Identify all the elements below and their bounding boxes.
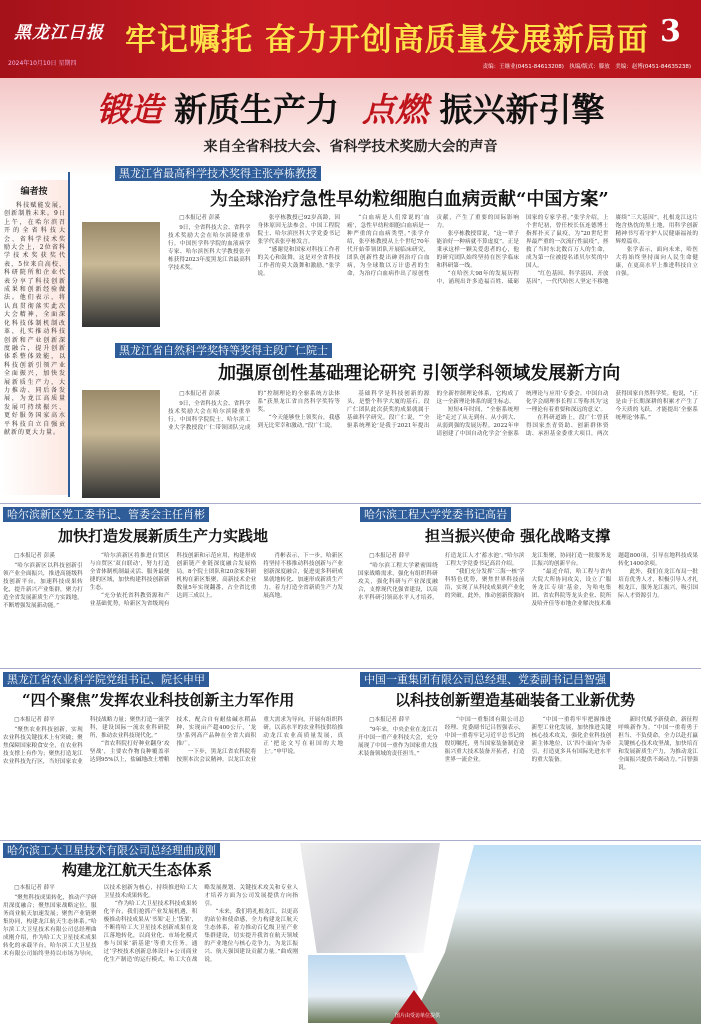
paragraph: 9日，全省科技大会、省科学技术奖励大会在哈尔滨隆重举行。中国医学科学院的血液病学专家、哈尔滨医科大学教授张亭栋获得2023年度黑龙江省最高科学技术奖。 (168, 225, 251, 271)
paragraph: 一下步，黑龙江省农科院将按照本次会议精神，以龙江农业重大需求为导向，开展有组织科研，以高水平的农业科技供给推动龙江农业高质量发展，真正‘把论文写在祖国的大地上’。”申甲说。 (176, 717, 343, 763)
paragraph: 张亭栋教授已92岁高龄，因身体原因无法参会。中国工程院院士、哈尔滨医科大学党委书记张学代表张亭栋发言。 (257, 215, 340, 245)
paragraph: “省农科院打好种业翻身‘攻坚战’，主要农作物良种覆盖率达到95%以上，盐碱地改土增粮技术，配合自有耐盐碱水稻品种，实现亩产超400公斤，‘龙垦’系列高产品种在全省大面积推广。 (89, 717, 257, 763)
paragraph: “哈尔滨新区将推进自贸区与自贸区‘双自联动’，努力打造全省体制机制最灵活、服务最便捷的区域，加快构建科技创新新生态。 (89, 553, 170, 591)
article-body (3, 884, 298, 1022)
article-label: 黑龙江省最高科学技术奖得主张亭栋教授 (115, 166, 321, 181)
article-body (358, 552, 698, 666)
paragraph: “中国一重将牢牢把握推进新型工业化发展，加快推进关键核心技术攻关，强化企业科技创新主体地位，以‘四个面向’为牵引，打造更多具有国际先进水平的重大装备。 (531, 717, 612, 763)
paragraph: “9年来，中央企业在龙江召开中国一重产业科技大会，充分展现了中国一重作为国家重大技术装备领域的责任担当。” (358, 727, 438, 757)
paragraph: 张亭栋教授常说，“这一辈子能治好一种病就不算虚度”。正是秉承这样一颗关爱患者的心，他的研究团队始终坚持在医学临床和科研第一线。 (436, 231, 519, 269)
paragraph: 张学表示，面向未来，哈医大将始终坚持面向人民生命健康，在更高水平上推进科技自立自强。 (615, 247, 698, 277)
article-headline: 以科技创新塑造基础装备工业新优势 (395, 691, 636, 709)
article-label: 哈尔滨工程大学党委书记高岩 (360, 507, 511, 522)
editor-note-body: 科技赋能发展，创新制胜未来。9日上午，在哈尔滨召开的全省科技大会、省科学技术奖励大会上，2位省科学技术奖获奖代表，5位来自高校、科研院所和企业代表分享了科技创新成果和创新经验做法。他们表示，将认真贯彻落实此次大会精神，全面深化科技体制机制改革，扎实推动科技创新和产业创新深度融合，提升创新体系整体效能，以科技创新引领产业全面振兴，加快发展新质生产力，大力推动、同后备发展，为龙江高质量发展可持续振兴、更好服务国家高水平科技自立自强贡献新的更大力量。 (4, 202, 66, 436)
portrait-photo (82, 222, 160, 327)
photo-caption: 图片由受访单位提供 (395, 1013, 441, 1019)
article-body (168, 214, 698, 330)
editors-line: 责编：王继业(0451-84613208) 执编/版式：滕放 美编：赵博(0451-84635238) (482, 64, 691, 70)
paragraph: 基础科学是科技创新的源头，是整个科学大厦的基石。段广仁团队此次获奖的成果就属于基础科学研究。段广仁说，“‘全驱系统理论’是我于2021年提出的全新控制理论体系，它构成了这一全新理论体系的诞生标志。 (347, 391, 519, 429)
article-headline: “四个聚焦”发挥农业科技创新主力军作用 (22, 691, 295, 709)
editor-note-title: 编者按 (20, 187, 48, 197)
article-headline: 加快打造发展新质生产力实践地 (58, 527, 269, 545)
issue-date: 2024年10月10日 星期四 (8, 60, 77, 67)
paragraph: “聚焦农业科技创新，实现农业科技关键技术上有突破；聚焦保障国家粮食安全，在农业科技支撑上有作为；聚焦打造龙江农业科技先行区，当好国家农业科技战略力量；聚焦打造一流学科，建设国际一流农业科研院所，推动农业科技现代化。” (3, 717, 170, 765)
divider (0, 668, 701, 669)
paragraph: 在科研道路上，段广仁曾获得国家杰青资助、创新群体资助、承担基金委重大项目，两次获得国家自然科学奖。他说，“正是由于长期深耕的积累才产生了今天质的飞跃，才能提出‘全驱系统理论’体系。” (526, 391, 698, 437)
paragraph: “红色基因、科学基因、开放基因”，一代代哈医人坚定不移地赓续“三大基因”，扎根龙江这片饱含热忱的黑土地，用科学创新精神书写着守护人民健康福祉的辉煌篇章。 (526, 215, 698, 285)
paragraph: “作为哈工大卫星技术科技成果转化平台，我们抢抓产业发展机遇，积极推动科技成果从‘书架’走上‘货架’，不断将哈工大卫星技术创新成果在龙江落地转化，以商业化、市场化模式参与国家‘新基建’等重大任务。通过‘学校技术创新总体设计+公司商业化生产制造’的运行模式，哈工大在战略发展规划、关键技术攻关和专业人才培养方面为公司发展提供方向指引。 (103, 885, 298, 963)
industrial-park-photo (410, 845, 701, 1024)
byline: □本报记者 彭溪 (179, 391, 220, 397)
byline: □本报记者 薛平 (14, 885, 55, 891)
paragraph: “未来，我们将扎根龙江，以更高的站位和使命感，全力构建龙江航天生态体系，着力推动百亿级卫星产业集群建设，切实提升我省在航天领域的产业地位与核心竞争力，为龙江振兴、航天强国建设贡献力量。”曲成刚说。 (204, 909, 298, 963)
portrait-photo (82, 390, 160, 498)
paragraph: “哈尔滨工程大学紧密围绕国家战略需求，强化有组织科研攻关，强化科研与产业深度融合，支撑现代化强省建设，以高水平科研引领高水平人才培养，打造龙江人才‘蓄水池’。”哈尔滨工程大学党委书记高岩介绍。 (358, 553, 525, 601)
paragraph: “我们充分发挥‘三海一核’学科特色优势，聚焦世界科技前沿，实现了从科技成果到产业化的突破。此外，推动创新资源向龙江集聚，协同打造一批服务龙江振兴的创新平台。 (444, 553, 612, 599)
paragraph: 肖彬表示，下一步，哈新区将坚持不移推动科技创新与产业创新深度融合，促进更多科研成果就地转化、加速形成新质生产力，着力打造全省新质生产力发展高地。 (263, 553, 343, 599)
paragraph: 短短4年时间，“全驱系统理论”走过了从无到有、从小到大、从弱到强的发展历程。2022年申请创建了中国自动化学会‘全驱系统理论与应用’专委会。中国自动化学会副理事长程工等称其为‘这一理论有着重要和深远的意义’。 (436, 391, 609, 437)
paragraph: “哈尔滨新区以科技创新引领产业全面振兴，推进高能级科技创新平台，加速科技成果转化，提升新兴产业集群，聚力打造全省发展新质生产力实践地，不断增强发展新动能。” (3, 563, 83, 609)
paragraph: 此外，我们在龙江布局一批培育优秀人才，积极引导人才扎根龙江，服务龙江振兴，吸引国际人才资源引力。 (618, 569, 698, 599)
banner-subtitle: 来自全省科技大会、省科学技术奖励大会的声音 (203, 139, 498, 155)
paragraph: 新时代赋予新使命，新征程呼唤新作为。“中国一重将勇于担当、不负使命，全力以赴打赢关键核心技术攻坚战，加快培育和发展新质生产力，为推动龙江全面振兴提供不竭动力。”吕智强说。 (618, 717, 698, 771)
paragraph: “感谢党和国家对科技工作者的关心和鼓舞，这是对全省科技工作者的莫大鼓舞和激励。”张学说。 (257, 247, 340, 277)
divider (0, 503, 701, 504)
byline: □本报记者 薛平 (14, 717, 55, 723)
article-headline: 加强原创性基础理论研究 引领学科领域发展新方向 (218, 363, 621, 384)
divider (68, 172, 70, 497)
divider (0, 840, 701, 841)
article-headline: 为全球治疗急性早幼粒细胞白血病贡献“中国方案” (210, 189, 609, 210)
article-body (3, 552, 343, 666)
paragraph: “中国一重集团有限公司总经理、党委副书记吕智强表示，中国一重将牢记习近平总书记的殷切嘱托，勇当国家装备制造业振兴重大技术装备开拓者，打造世界一流企业。 (444, 717, 525, 763)
paragraph: 9日，全省科技大会、省科学技术奖励大会在哈尔滨隆重举行。中国科学院院士、哈尔滨工业大学教授段广仁带领团队完成的“控制理论的全驱系统方法体系”获黑龙江省自然科学奖特等奖。 (168, 391, 340, 431)
byline: □本报记者 薛平 (369, 717, 410, 723)
article-label: 黑龙江省农业科学院党组书记、院长申甲 (3, 672, 209, 687)
article-label: 哈尔滨工大卫星技术有限公司总经理曲成刚 (3, 843, 220, 858)
banner-title-b: 新质生产力 (174, 90, 339, 129)
banner-title-c: 点燃 (361, 90, 428, 129)
article-headline: 担当振兴使命 强化战略支撑 (425, 527, 611, 545)
paragraph: “聚焦科技成果转化，推动产学研用深度融合；聚焦国家战略定位，服务商业航天加速发展；聚焦产业链聚集协同，构建龙江航天生态体系。”哈尔滨工大卫星技术有限公司总经理曲成刚介绍，作为哈工大卫星技术成果转化的承载平台，哈尔滨工大卫星技术有限公司始终坚持以市场为导向，以技术创新为核心，持续推进哈工大卫星技术成果转化。 (3, 885, 198, 957)
byline: □本报记者 薛平 (369, 553, 410, 559)
lab-robot-photo (300, 843, 440, 953)
byline: □本报记者 彭溪 (14, 553, 55, 559)
article-body (358, 716, 698, 838)
article-headline: 构建龙江航天生态体系 (62, 861, 213, 879)
article-label: 哈尔滨新区党工委书记、管委会主任肖彬 (3, 507, 209, 522)
paragraph: “在哈医大98年的发展历程中，涌现出许多造福百姓、砥砺国家的专家学者。”张学介绍，上个世纪初，曾任校长伍连德博士指挥扑灭了鼠疫，为“20世纪世界最严重的一次流行性鼠疫”，拯救了当时东北数百万人的生命，成为第一位被提名诺贝尔奖的中国人。 (436, 215, 609, 285)
byline: □本报记者 彭溪 (179, 215, 220, 221)
article-label: 中国一重集团有限公司总经理、党委副书记吕智强 (360, 672, 610, 687)
article-label: 黑龙江省自然科学奖特等奖得主段广仁院士 (115, 343, 332, 358)
banner-title-a: 锻造 (96, 90, 163, 129)
page-number: 3 (660, 14, 681, 49)
article-body (3, 716, 343, 838)
paragraph: “最近介绍，哈工程与省内大院大所协同攻关，设立了‘服务龙江专项’基金，为哈电集团、省农科院等龙头企业、院所及哈齐佳等市地企业解决技术难题超800项，引导在地科技成果转化1400余项。 (531, 553, 698, 607)
banner-title-d: 振兴新引擎 (439, 90, 605, 129)
banner-title (0, 90, 701, 130)
paragraph: “今天能够登上领奖台，我感到无比荣幸和激动。”段广仁说。 (257, 415, 340, 429)
article-body (168, 390, 698, 500)
page-title: 牢记嘱托 奋力开创高质量发展新局面 (125, 22, 649, 58)
newspaper-logo: 黑龙江日报 (14, 23, 104, 43)
paragraph: “充分依托省科教资源和产业基础优势，哈新区为省级现有科技创新和示范应用，构建形成创新链产业链深度融合发展格局。8个院士团队和20余家科研机构在新区集聚，高新技术企业数量5年实现翻番，占全省比重达到三成以上。 (89, 553, 257, 607)
paragraph: “白血病是人们常说的‘血癌’，急性早幼粒细胞白血病是一种严重的白血病类型。”张学介绍，张亭栋教授从上个世纪70年代开始带领团队开展临床研究，团队创新性提出砷剂治疗白血病，为全球数以万计患者的生命，为治疗白血病作出了原创性贡献，产生了重要的国际影响力。 (347, 215, 519, 277)
